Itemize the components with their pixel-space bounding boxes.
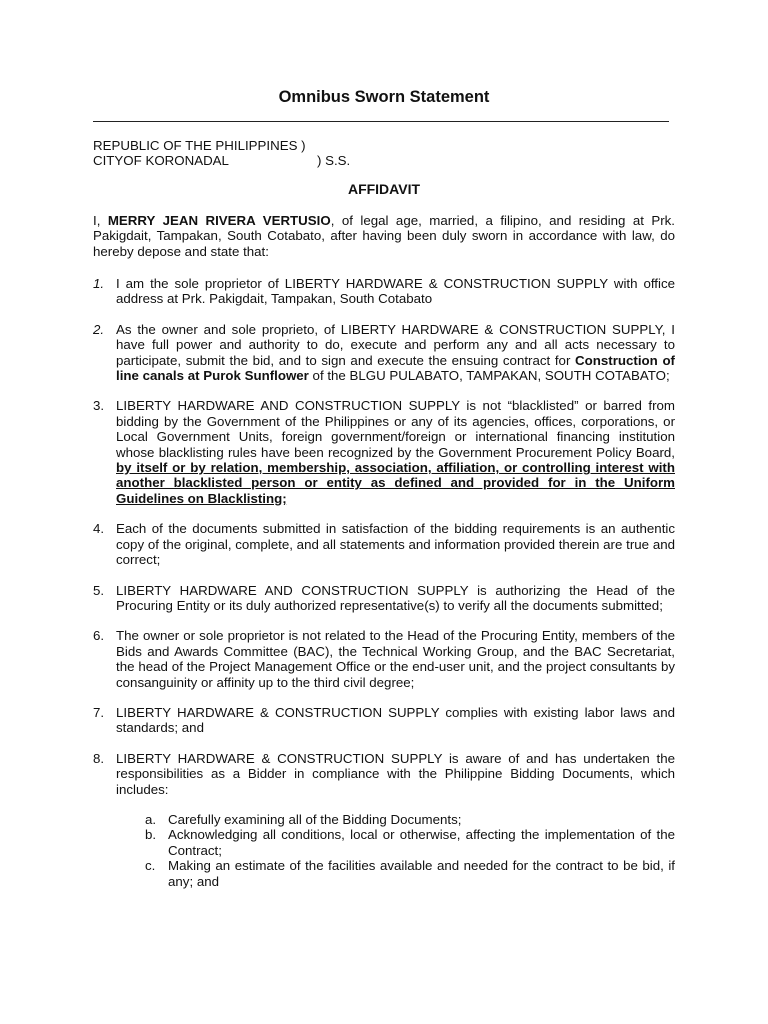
item-text: The owner or sole proprietor is not related to the Head of the Procuring Entity, members of the Bids and Awards Committee (BAC), the Technical Working Group, and the BAC Secretariat, the head of the Project Management Office or the end-user unit, and the project consultants by consanguinity or affinity up to the third civil degree; xyxy=(116,628,675,690)
venue-line-republic: REPUBLIC OF THE PHILIPPINES ) xyxy=(93,138,306,153)
statement-item-1 xyxy=(93,276,675,307)
item-number: 6. xyxy=(93,628,105,644)
item-number: 3. xyxy=(93,398,105,414)
item-text: LIBERTY HARDWARE & CONSTRUCTION SUPPLY complies with existing labor laws and standards; and xyxy=(116,704,675,736)
item-letter: c. xyxy=(145,858,156,874)
item-text: Each of the documents submitted in satisfaction of the bidding requirements is an authentic copy of the original, complete, and all statements and information provided therein are true and correct; xyxy=(116,521,675,568)
venue-block xyxy=(93,138,675,169)
item-text: LIBERTY HARDWARE AND CONSTRUCTION SUPPLY is not “blacklisted” or barred from bidding by the Government of the Philippines or any of its agencies, offices, corporations, or Local Government Units, foreign government/foreign or international financing institution whose blacklisting rules have been recognized by the Government Procurement Policy Board, xyxy=(116,398,675,460)
title-underline xyxy=(93,121,669,122)
intro-prefix: I, xyxy=(93,213,108,228)
item-text: LIBERTY HARDWARE AND CONSTRUCTION SUPPLY is authorizing the Head of the Procuring Entity or its duly authorized representative(s) to verify all the documents submitted; xyxy=(116,582,675,613)
venue-city: CITYOF KORONADAL xyxy=(93,153,229,169)
statement-item-7 xyxy=(93,705,675,736)
venue-line-city xyxy=(93,153,675,168)
statement-item-5 xyxy=(93,583,675,614)
item-number: 4. xyxy=(93,521,105,537)
responsibilities-list xyxy=(116,812,675,889)
item-number: 7. xyxy=(93,704,105,720)
item-text: Acknowledging all conditions, local or otherwise, affecting the implementation of the Contract; xyxy=(168,827,675,858)
item-number: 5. xyxy=(93,582,105,598)
affiant-name: MERRY JEAN RIVERA VERTUSIO xyxy=(107,213,331,228)
statement-item-8 xyxy=(93,751,675,889)
item-text: As the owner and sole proprieto, of LIBERTY HARDWARE & CONSTRUCTION SUPPLY, I have full power and authority to do, execute and perform any and all acts necessary to participate, submit the bid, and to sign and execute the ensuing contract for xyxy=(116,321,675,368)
item-number: 8. xyxy=(93,750,105,766)
item-text: Making an estimate of the facilities available and needed for the contract to be bid, if any; and xyxy=(168,858,675,889)
venue-ss: ) S.S. xyxy=(317,153,351,169)
item-text: Carefully examining all of the Bidding Documents; xyxy=(168,811,462,827)
intro-paragraph xyxy=(93,213,675,259)
item-letter: a. xyxy=(145,811,157,827)
item-letter: b. xyxy=(145,827,157,843)
responsibility-item-a xyxy=(145,812,675,827)
statement-item-4 xyxy=(93,521,675,567)
item-number: 1. xyxy=(93,276,105,291)
affidavit-heading: AFFIDAVIT xyxy=(347,181,421,197)
statement-item-6 xyxy=(93,628,675,690)
project-name: Construction of line canals at Purok Sunflower xyxy=(116,352,675,384)
responsibility-item-b xyxy=(145,827,675,858)
intro-text: , of legal age, married, a filipino, and residing at Prk. Pakigdait, Tampakan, South Cotabato, after having been duly sworn in accordance with law, do hereby depose and state that: xyxy=(93,213,675,259)
statement-item-2 xyxy=(93,322,675,384)
blacklisting-clause: by itself or by relation, membership, association, affiliation, or controlling interest with another blacklisted person or entity as defined and provided for in the Uniform Guidelines on Blacklisting; xyxy=(116,460,675,506)
statement-item-3 xyxy=(93,398,675,506)
item-number: 2. xyxy=(93,321,105,337)
item-text: I am the sole proprietor of LIBERTY HARDWARE & CONSTRUCTION SUPPLY with office address at Prk. Pakigdait, Tampakan, South Cotabato xyxy=(116,276,675,307)
responsibility-item-c xyxy=(145,858,675,889)
statement-list xyxy=(93,276,675,904)
item-text: LIBERTY HARDWARE & CONSTRUCTION SUPPLY is aware of and has undertaken the responsibilities as a Bidder in compliance with the Philippine Bidding Documents, which includes: xyxy=(116,750,675,797)
item-text-end: of the BLGU PULABATO, TAMPAKAN, SOUTH COTABATO; xyxy=(308,368,670,384)
document-title: Omnibus Sworn Statement xyxy=(278,88,490,106)
